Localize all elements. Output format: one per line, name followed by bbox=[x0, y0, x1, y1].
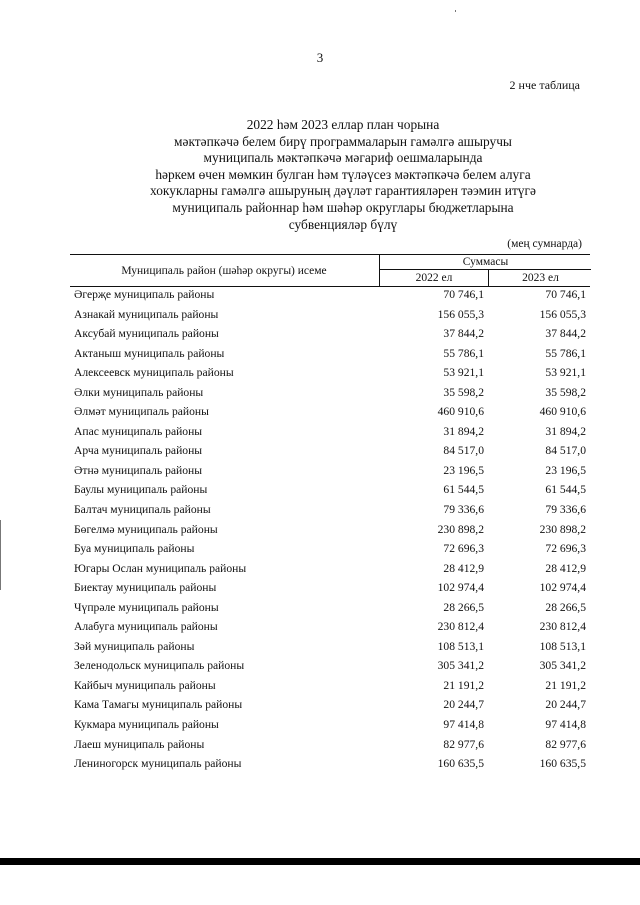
row-value-2023: 70 746,1 bbox=[545, 288, 586, 301]
row-name: Алабуга муниципаль районы bbox=[74, 620, 218, 634]
row-value-2022: 160 635,5 bbox=[437, 757, 484, 771]
row-value-2023: 28 266,5 bbox=[545, 600, 586, 614]
row-value-2023: 23 196,5 bbox=[545, 463, 586, 477]
row-name: Биектау муниципаль районы bbox=[74, 581, 217, 595]
row-value-2022: 230 812,4 bbox=[437, 620, 484, 634]
row-value-2022: 79 336,6 bbox=[443, 503, 484, 517]
table-row bbox=[74, 305, 614, 325]
title-line: мәктәпкәчә белем бирү программаларын гамәлгә ашыручы bbox=[174, 133, 512, 149]
title-line: муниципаль районнар һәм шәһәр округлары бюджетларына bbox=[172, 199, 514, 215]
header-year-2023: 2023 ел bbox=[488, 270, 592, 286]
header-name-column: Муниципаль район (шәһәр округы) исеме bbox=[121, 264, 327, 277]
row-value-2022: 230 898,2 bbox=[437, 522, 484, 536]
row-value-2023: 21 191,2 bbox=[545, 678, 586, 692]
table-row bbox=[74, 461, 614, 481]
row-value-2022: 72 696,3 bbox=[443, 542, 484, 556]
row-value-2023: 156 055,3 bbox=[539, 307, 586, 321]
row-name: Балтач муниципаль районы bbox=[74, 503, 211, 517]
row-name: Лениногорск муниципаль районы bbox=[74, 757, 242, 771]
row-name: Кайбыч муниципаль районы bbox=[74, 678, 216, 692]
row-name: Азнакай муниципаль районы bbox=[74, 307, 219, 321]
row-value-2023: 79 336,6 bbox=[545, 503, 586, 517]
row-value-2022: 70 746,1 bbox=[443, 288, 484, 301]
units-note: (мең сумнарда) bbox=[507, 238, 582, 250]
table-body bbox=[74, 285, 614, 774]
row-value-2022: 35 598,2 bbox=[443, 385, 484, 399]
table-row bbox=[74, 695, 614, 715]
table-row bbox=[74, 402, 614, 422]
row-value-2022: 37 844,2 bbox=[443, 327, 484, 341]
table-row bbox=[74, 676, 614, 696]
scan-edge-bar bbox=[0, 858, 640, 865]
title-line: һәркем өчен мөмкин булган һәм түләүсез мәктәпкәчә белем алуга bbox=[155, 166, 531, 182]
row-name: Аксубай муниципаль районы bbox=[74, 327, 219, 341]
table-row bbox=[74, 480, 614, 500]
row-value-2023: 84 517,0 bbox=[545, 444, 586, 458]
row-name: Алексеевск муниципаль районы bbox=[74, 366, 234, 380]
table-row bbox=[74, 422, 614, 442]
row-name: Әтнә муниципаль районы bbox=[74, 463, 203, 477]
row-value-2023: 108 513,1 bbox=[539, 639, 586, 653]
row-value-2023: 37 844,2 bbox=[545, 327, 586, 341]
row-value-2023: 82 977,6 bbox=[545, 737, 586, 751]
row-value-2023: 55 786,1 bbox=[545, 346, 586, 360]
table-row bbox=[74, 383, 614, 403]
row-value-2022: 31 894,2 bbox=[443, 424, 484, 438]
table-row bbox=[74, 559, 614, 579]
row-value-2022: 61 544,5 bbox=[443, 483, 484, 497]
table-row bbox=[74, 324, 614, 344]
row-name: Лаеш муниципаль районы bbox=[74, 737, 205, 751]
row-value-2023: 97 414,8 bbox=[545, 718, 586, 732]
row-value-2023: 102 974,4 bbox=[539, 581, 586, 595]
row-name: Бөгелмә муниципаль районы bbox=[74, 522, 218, 536]
page-number: 3 bbox=[316, 50, 324, 65]
row-value-2023: 230 898,2 bbox=[539, 522, 586, 536]
table-row bbox=[74, 637, 614, 657]
title-line: 2022 һәм 2023 еллар план чорына bbox=[246, 117, 440, 132]
row-value-2023: 460 910,6 bbox=[539, 405, 586, 419]
table-row bbox=[74, 285, 614, 305]
row-value-2022: 97 414,8 bbox=[443, 718, 484, 732]
row-name: Әлки муниципаль районы bbox=[74, 385, 204, 399]
title-line: муниципаль мәктәпкәчә мәгариф оешмаларында bbox=[203, 150, 483, 166]
row-name: Кама Тамагы муниципаль районы bbox=[74, 698, 243, 712]
row-value-2023: 20 244,7 bbox=[545, 698, 586, 712]
row-value-2023: 35 598,2 bbox=[545, 385, 586, 399]
title-line: субвенцияләр бүлү bbox=[288, 216, 398, 232]
row-value-2022: 84 517,0 bbox=[443, 444, 484, 458]
row-name: Баулы муниципаль районы bbox=[74, 483, 208, 497]
table-row bbox=[74, 656, 614, 676]
row-value-2022: 53 921,1 bbox=[443, 366, 484, 380]
row-value-2023: 160 635,5 bbox=[539, 757, 586, 771]
table-row bbox=[74, 441, 614, 461]
table-label: 2 нче таблица bbox=[509, 78, 580, 92]
row-value-2023: 72 696,3 bbox=[545, 542, 586, 556]
row-value-2022: 460 910,6 bbox=[437, 405, 484, 419]
row-value-2022: 156 055,3 bbox=[437, 307, 484, 321]
row-name: Арча муниципаль районы bbox=[74, 444, 203, 458]
scan-margin-mark bbox=[0, 520, 1, 590]
header-sums: Суммасы bbox=[380, 255, 591, 270]
row-value-2022: 23 196,5 bbox=[443, 463, 484, 477]
table-row bbox=[74, 598, 614, 618]
row-value-2022: 108 513,1 bbox=[437, 639, 484, 653]
row-name: Әлмәт муниципаль районы bbox=[74, 405, 209, 419]
table-row bbox=[74, 617, 614, 637]
row-value-2023: 61 544,5 bbox=[545, 483, 586, 497]
row-value-2022: 21 191,2 bbox=[443, 678, 484, 692]
table-row bbox=[74, 363, 614, 383]
table-row bbox=[74, 735, 614, 755]
table-row bbox=[74, 715, 614, 735]
table-row bbox=[74, 500, 614, 520]
row-name: Зәй муниципаль районы bbox=[74, 639, 195, 653]
row-value-2023: 53 921,1 bbox=[545, 366, 586, 380]
row-value-2022: 102 974,4 bbox=[437, 581, 484, 595]
row-value-2023: 31 894,2 bbox=[545, 424, 586, 438]
title-line: хокукларны гамәлгә ашыруның дәүләт гарантияләрен тәэмин итүгә bbox=[150, 183, 536, 199]
table-header bbox=[70, 254, 590, 287]
header-sums-group bbox=[379, 255, 591, 286]
table-row bbox=[74, 344, 614, 364]
row-value-2022: 20 244,7 bbox=[443, 698, 484, 712]
row-name: Әгерҗе муниципаль районы bbox=[74, 288, 215, 301]
row-value-2023: 230 812,4 bbox=[539, 620, 586, 634]
row-name: Чүпрәле муниципаль районы bbox=[74, 600, 219, 614]
row-name: Кукмара муниципаль районы bbox=[74, 718, 219, 732]
row-value-2023: 305 341,2 bbox=[539, 659, 586, 673]
row-name: Зеленодольск муниципаль районы bbox=[74, 659, 245, 673]
row-value-2022: 82 977,6 bbox=[443, 737, 484, 751]
table-row bbox=[74, 754, 614, 774]
header-year-2022: 2022 ел bbox=[415, 272, 453, 284]
document-title bbox=[0, 117, 640, 233]
row-name: Буа муниципаль районы bbox=[74, 542, 195, 556]
row-name: Апас муниципаль районы bbox=[74, 424, 203, 438]
row-value-2022: 28 412,9 bbox=[443, 561, 484, 575]
table-row bbox=[74, 520, 614, 540]
row-value-2022: 305 341,2 bbox=[437, 659, 484, 673]
scan-dot bbox=[455, 10, 456, 12]
row-name: Югары Ослан муниципаль районы bbox=[74, 561, 247, 575]
row-value-2022: 28 266,5 bbox=[443, 600, 484, 614]
row-value-2023: 28 412,9 bbox=[545, 561, 586, 575]
row-value-2022: 55 786,1 bbox=[443, 346, 484, 360]
row-name: Актаныш муниципаль районы bbox=[74, 346, 225, 360]
table-row bbox=[74, 578, 614, 598]
table-row bbox=[74, 539, 614, 559]
